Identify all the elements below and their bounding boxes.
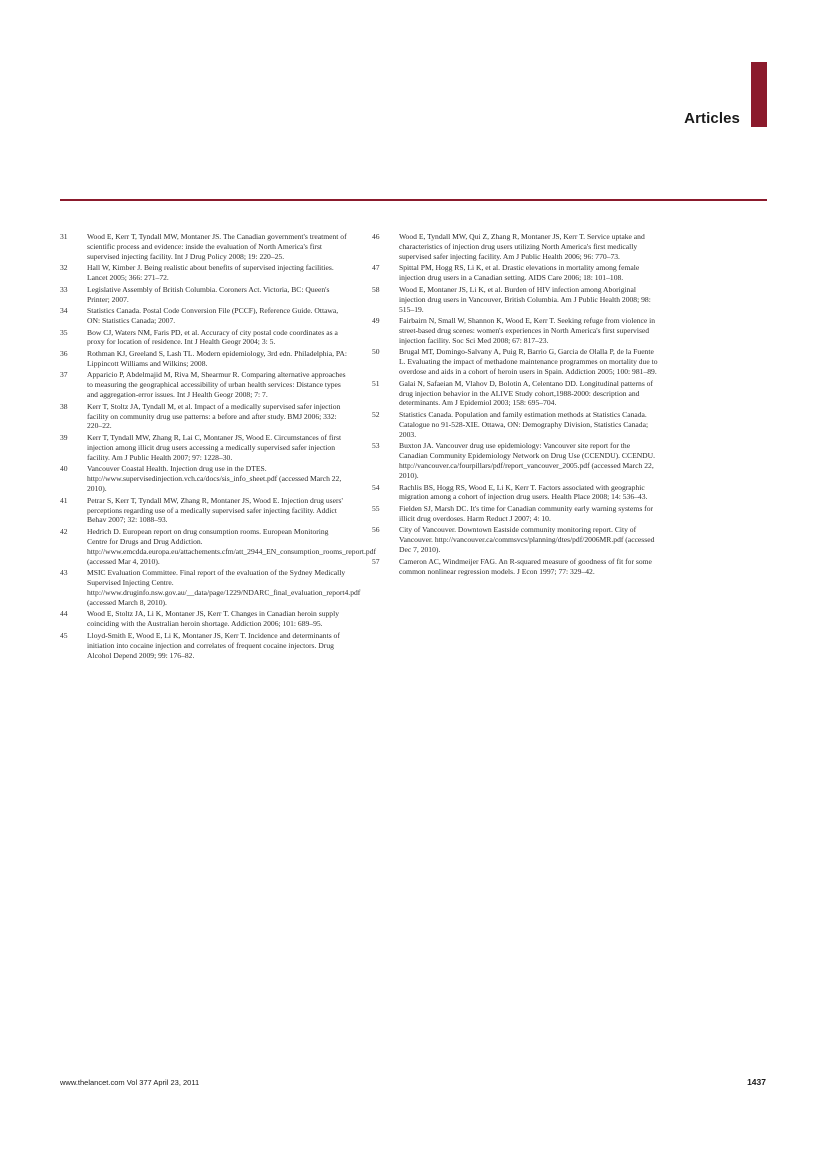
reference-item xyxy=(372,410,660,440)
reference-number: 38 xyxy=(60,401,68,411)
reference-text: Vancouver Coastal Health. Injection drug use in the DTES. http://www.supervisedinjection.vch.ca/docs/sis_info_sheet.pdf (accessed March 22, 2010). xyxy=(87,464,342,494)
reference-text: Wood E, Tyndall MW, Qui Z, Zhang R, Montaner JS, Kerr T. Service uptake and characteristics of injection drug users utilizing North America's first medically supervised safer injecting facility. Am J Public Health 2006; 96: 770–73. xyxy=(399,232,645,261)
reference-text: Petrar S, Kerr T, Tyndall MW, Zhang R, Montaner JS, Wood E. Injection drug users' perceptions regarding use of a medically supervised safer injecting facility. Addict Behav 2007; 32: 1088–93. xyxy=(87,495,343,525)
page-number: 1437 xyxy=(747,1077,766,1087)
reference-text: Hall W, Kimber J. Being realistic about benefits of supervised injecting facilities. Lancet 2005; 366: 271–72. xyxy=(87,263,334,283)
reference-text: Bow CJ, Waters NM, Faris PD, et al. Accuracy of city postal code coordinates as a proxy for location of residence. Int J Health Geogr 2004; 3: 5. xyxy=(87,327,338,347)
reference-number: 50 xyxy=(372,347,380,357)
reference-number: 35 xyxy=(60,327,68,337)
reference-item xyxy=(60,631,350,661)
reference-number: 47 xyxy=(372,263,380,273)
reference-item xyxy=(60,306,350,326)
reference-item xyxy=(372,504,660,524)
reference-item xyxy=(60,232,350,262)
reference-number: 36 xyxy=(60,348,68,358)
reference-text: Wood E, Kerr T, Tyndall MW, Montaner JS. The Canadian government's treatment of scientific process and evidence: inside the evaluation of North America's first supervised injecting facility. Int J Drug Policy 2008; 19: 220–25. xyxy=(87,232,347,261)
reference-item xyxy=(372,557,660,577)
reference-text: Cameron AC, Windmeijer FAG. An R-squared measure of goodness of fit for some common nonlinear regression models. J Econ 1997; 77: 329–42. xyxy=(399,556,652,576)
reference-item xyxy=(60,263,350,283)
reference-number: 34 xyxy=(60,306,68,316)
reference-number: 31 xyxy=(60,232,68,241)
reference-number: 42 xyxy=(60,526,68,536)
reference-text: Galai N, Safaeian M, Vlahov D, Bolotin A, Celentano DD. Longitudinal patterns of drug injection behavior in the ALIVE Study cohort,1988-2000: description and determinants. Am J Epidemiol 2003; 158: 695–704. xyxy=(399,378,653,408)
section-color-bar xyxy=(751,62,767,127)
reference-text: Hedrich D. European report on drug consumption rooms. European Monitoring Centre for Drugs and Drug Addiction. http://www.emcdda.europa.eu/attachements.cfm/att_2944_EN_consumption_rooms_report.pdf (accessed Mar 4, 2010). xyxy=(87,526,377,566)
reference-number: 53 xyxy=(372,441,380,451)
reference-item xyxy=(60,402,350,432)
reference-number: 39 xyxy=(60,432,68,442)
reference-item xyxy=(60,609,350,629)
reference-text: Lloyd-Smith E, Wood E, Li K, Montaner JS, Kerr T. Incidence and determinants of initiation into cocaine injection and correlates of frequent cocaine injectors. Drug Alcohol Depend 2009; 99: 176–82. xyxy=(87,630,340,660)
reference-text: Wood E, Montaner JS, Li K, et al. Burden of HIV infection among Aboriginal injection drug users in Vancouver, British Columbia. Am J Public Health 2008; 98: 515–19. xyxy=(399,284,651,314)
reference-item xyxy=(60,370,350,400)
reference-item xyxy=(372,316,660,346)
reference-number: 44 xyxy=(60,609,68,619)
reference-item xyxy=(60,464,350,494)
reference-text: MSIC Evaluation Committee. Final report of the evaluation of the Sydney Medically Supervised Injecting Centre. http://www.druginfo.nsw.gov.au/__data/page/1229/NDARC_final_evaluation_report4.pdf (accessed March 8, 2010). xyxy=(87,568,361,607)
reference-text: Rachlis BS, Hogg RS, Wood E, Li K, Kerr T. Factors associated with geographic migration among a cohort of injection drug users. Health Place 2008; 14: 536–43. xyxy=(399,482,648,502)
reference-text: Apparicio P, Abdelmajid M, Riva M, Shearmur R. Comparing alternative approaches to measuring the geographical accessibility of urban health services: Distance types and aggregation-error issues. Int J Health Geogr 2008; 7: 7. xyxy=(87,370,346,400)
reference-number: 55 xyxy=(372,503,380,513)
reference-number: 40 xyxy=(60,464,68,474)
reference-text: Statistics Canada. Postal Code Conversion File (PCCF), Reference Guide. Ottawa, ON: Statistics Canada; 2007. xyxy=(87,306,339,326)
reference-number: 45 xyxy=(60,630,68,640)
section-label: Articles xyxy=(684,110,740,127)
reference-item xyxy=(60,349,350,369)
reference-number: 41 xyxy=(60,495,68,505)
reference-item xyxy=(372,483,660,503)
reference-text: Legislative Assembly of British Columbia. Coroners Act. Victoria, BC: Queen's Printer; 2007. xyxy=(87,284,330,304)
reference-item xyxy=(372,285,660,315)
reference-text: Kerr T, Tyndall MW, Zhang R, Lai C, Montaner JS, Wood E. Circumstances of first injection among illicit drug users accessing a medically supervised safer injection facility. Am J Public Health 2007; 97: 1228–30. xyxy=(87,432,342,462)
reference-text: Fairbairn N, Small W, Shannon K, Wood E, Kerr T. Seeking refuge from violence in street-based drug scenes: women's experiences in North America's first supervised injection facility. Soc Sci Med 2008; 67: 817–23. xyxy=(399,316,656,345)
reference-text: Fielden SJ, Marsh DC. It's time for Canadian community early warning systems for illicit drug overdoses. Harm Reduct J 2007; 4: 10. xyxy=(399,503,654,523)
reference-text: City of Vancouver. Downtown Eastside community monitoring report. City of Vancouver. http://vancouver.ca/commsvcs/planning/dtes/pdf/2006MR.pdf (accessed Dec 7, 2010). xyxy=(399,525,655,555)
reference-text: Wood E, Stoltz JA, Li K, Montaner JS, Kerr T. Changes in Canadian heroin supply coinciding with the Australian heroin shortage. Addiction 2006; 101: 689–95. xyxy=(87,609,339,629)
reference-number: 46 xyxy=(372,232,380,241)
reference-item xyxy=(60,328,350,348)
reference-item xyxy=(60,568,361,608)
reference-item xyxy=(372,441,660,481)
reference-item xyxy=(372,525,660,555)
reference-item xyxy=(372,379,660,409)
reference-text: Statistics Canada. Population and family estimation methods at Statistics Canada. Catalogue no 91-528-XIE. Ottawa, ON: Demography Division, Statistics Canada; 2003. xyxy=(399,409,649,439)
reference-number: 43 xyxy=(60,568,68,578)
reference-number: 32 xyxy=(60,263,68,273)
reference-item xyxy=(60,433,350,463)
reference-text: Rothman KJ, Greeland S, Lash TL. Modern epidemiology, 3rd edn. Philadelphia, PA: Lippincott Williams and Wilkins; 2008. xyxy=(87,348,347,368)
reference-text: Spittal PM, Hogg RS, Li K, et al. Drastic elevations in mortality among female injection drug users in a Canadian setting. AIDS Care 2006; 18: 101–108. xyxy=(399,263,640,283)
reference-text: Brugal MT, Domingo-Salvany A, Puig R, Barrio G, Garcia de Olalla P, de la Fuente L. Evaluating the impact of methadone maintenance programmes on mortality due to overdose and aids in a cohort of heroin users in Spain. Addiction 2005; 100: 981–89. xyxy=(399,347,658,377)
reference-number: 49 xyxy=(372,316,380,326)
reference-number: 33 xyxy=(60,284,68,294)
reference-item xyxy=(60,496,350,526)
reference-item xyxy=(372,232,660,262)
reference-number: 54 xyxy=(372,482,380,492)
reference-number: 37 xyxy=(60,370,68,380)
reference-text: Kerr T, Stoltz JA, Tyndall M, et al. Impact of a medically supervised safer injection facility on community drug use patterns: a before and after study. BMJ 2006; 332: 220–22. xyxy=(87,401,341,431)
references-right-column xyxy=(372,232,660,578)
reference-item xyxy=(372,263,660,283)
reference-number: 56 xyxy=(372,525,380,535)
header-rule xyxy=(60,199,767,201)
reference-item xyxy=(372,347,660,377)
reference-item xyxy=(60,285,350,305)
footer-citation: www.thelancet.com Vol 377 April 23, 2011 xyxy=(60,1078,200,1087)
reference-number: 58 xyxy=(372,284,380,294)
reference-number: 52 xyxy=(372,409,380,419)
reference-number: 57 xyxy=(372,556,380,566)
reference-text: Buxton JA. Vancouver drug use epidemiology: Vancouver site report for the Canadian Community Epidemiology Network on Drug Use (CCENDU). CCENDU. http://vancouver.ca/fourpillars/pdf/report_vancouver_2005.pdf (accessed March 22, 2010). xyxy=(399,441,656,480)
reference-number: 51 xyxy=(372,378,380,388)
